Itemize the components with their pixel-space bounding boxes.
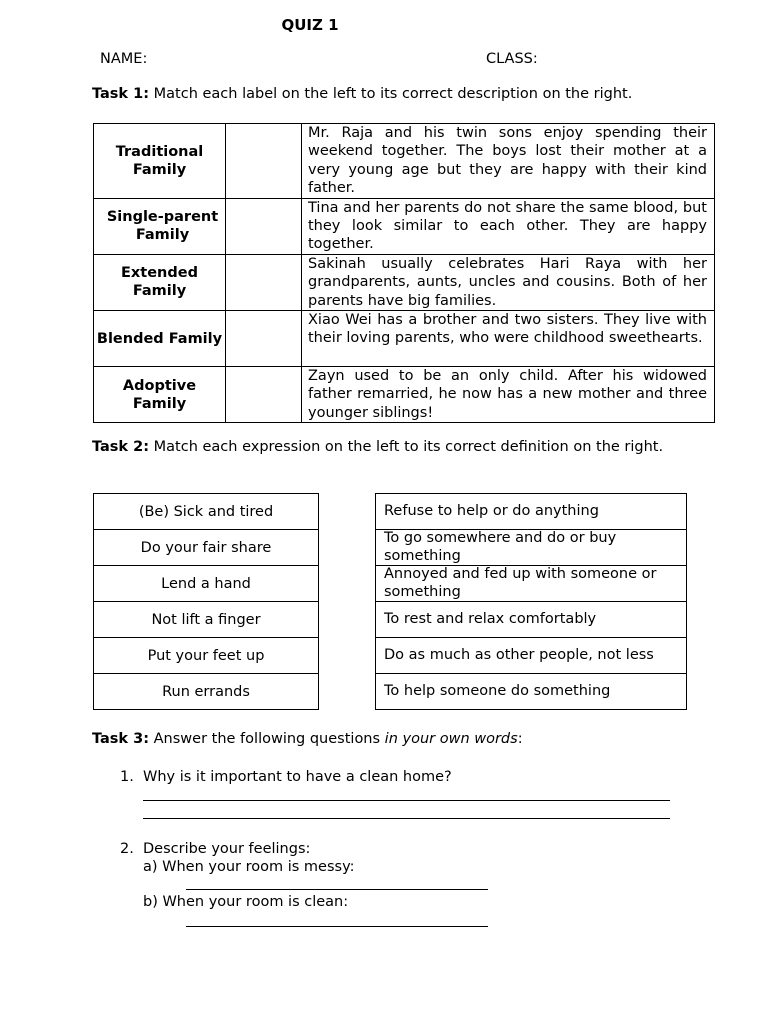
task1-label: Task 1: — [92, 86, 150, 102]
question-number: 2. — [120, 841, 134, 857]
table-row — [94, 124, 715, 199]
task2-instruction — [92, 439, 672, 456]
expression-cell: Run errands — [94, 674, 319, 710]
family-description: Zayn used to be an only child. After his widowed father remarried, he now has a new mother and three younger siblings! — [302, 367, 715, 423]
definition-cell: To go somewhere and do or buy something — [376, 530, 687, 566]
expression-cell: (Be) Sick and tired — [94, 494, 319, 530]
answer-line[interactable] — [143, 818, 670, 819]
family-description: Sakinah usually celebrates Hari Raya with her grandparents, aunts, uncles and cousins. Both of her parents have big families. — [302, 254, 715, 310]
task1-instruction — [92, 86, 692, 103]
question-2a: a) When your room is messy: — [143, 859, 355, 875]
task3-emphasis: in your own words — [384, 731, 518, 747]
family-label: Single-parent Family — [94, 198, 226, 254]
expressions-table — [93, 493, 319, 710]
answer-cell[interactable] — [226, 198, 302, 254]
family-description: Tina and her parents do not share the same blood, but they look similar to each other. They are happy together. — [302, 198, 715, 254]
family-label: Adoptive Family — [94, 367, 226, 423]
answer-cell[interactable] — [226, 254, 302, 310]
expression-cell: Do your fair share — [94, 530, 319, 566]
task1-text: Match each label on the left to its correct description on the right. — [153, 86, 633, 102]
question-text: Describe your feelings: — [143, 841, 311, 857]
task3-colon: : — [517, 731, 523, 747]
task3-label: Task 3: — [92, 731, 150, 747]
definitions-table — [375, 493, 687, 710]
question-number: 1. — [120, 769, 134, 785]
expression-cell: Lend a hand — [94, 566, 319, 602]
family-label: Blended Family — [94, 311, 226, 367]
expression-cell: Put your feet up — [94, 638, 319, 674]
definition-cell: Refuse to help or do anything — [376, 494, 687, 530]
answer-line[interactable] — [143, 800, 670, 801]
table-row — [94, 198, 715, 254]
expression-cell: Not lift a finger — [94, 602, 319, 638]
table-row — [94, 254, 715, 310]
answer-line[interactable] — [186, 926, 488, 927]
family-label: Extended Family — [94, 254, 226, 310]
task2-text: Match each expression on the left to its correct definition on the right. — [153, 439, 664, 455]
task2-label: Task 2: — [92, 439, 150, 455]
family-description: Mr. Raja and his twin sons enjoy spending their weekend together. The boys lost their mother at a very young age but they are happy with their kind father. — [302, 124, 715, 199]
question-1 — [120, 768, 452, 786]
definition-cell: To rest and relax comfortably — [376, 602, 687, 638]
table-row — [94, 367, 715, 423]
answer-cell[interactable] — [226, 311, 302, 367]
answer-line[interactable] — [186, 889, 488, 890]
question-text: Why is it important to have a clean home? — [143, 769, 452, 785]
table-row — [94, 311, 715, 367]
question-2 — [120, 840, 311, 858]
definition-cell: To help someone do something — [376, 674, 687, 710]
family-label: Traditional Family — [94, 124, 226, 199]
answer-cell[interactable] — [226, 124, 302, 199]
quiz-title: QUIZ 1 — [281, 16, 339, 34]
family-description: Xiao Wei has a brother and two sisters. They live with their loving parents, who were childhood sweethearts. — [302, 311, 715, 367]
task3-text: Answer the following questions — [153, 731, 385, 747]
name-label: NAME: — [100, 51, 148, 67]
task3-instruction — [92, 731, 692, 748]
answer-cell[interactable] — [226, 367, 302, 423]
definition-cell: Do as much as other people, not less — [376, 638, 687, 674]
task1-table — [93, 123, 715, 423]
question-2b: b) When your room is clean: — [143, 894, 349, 910]
class-label: CLASS: — [486, 51, 538, 67]
definition-cell: Annoyed and fed up with someone or something — [376, 566, 687, 602]
